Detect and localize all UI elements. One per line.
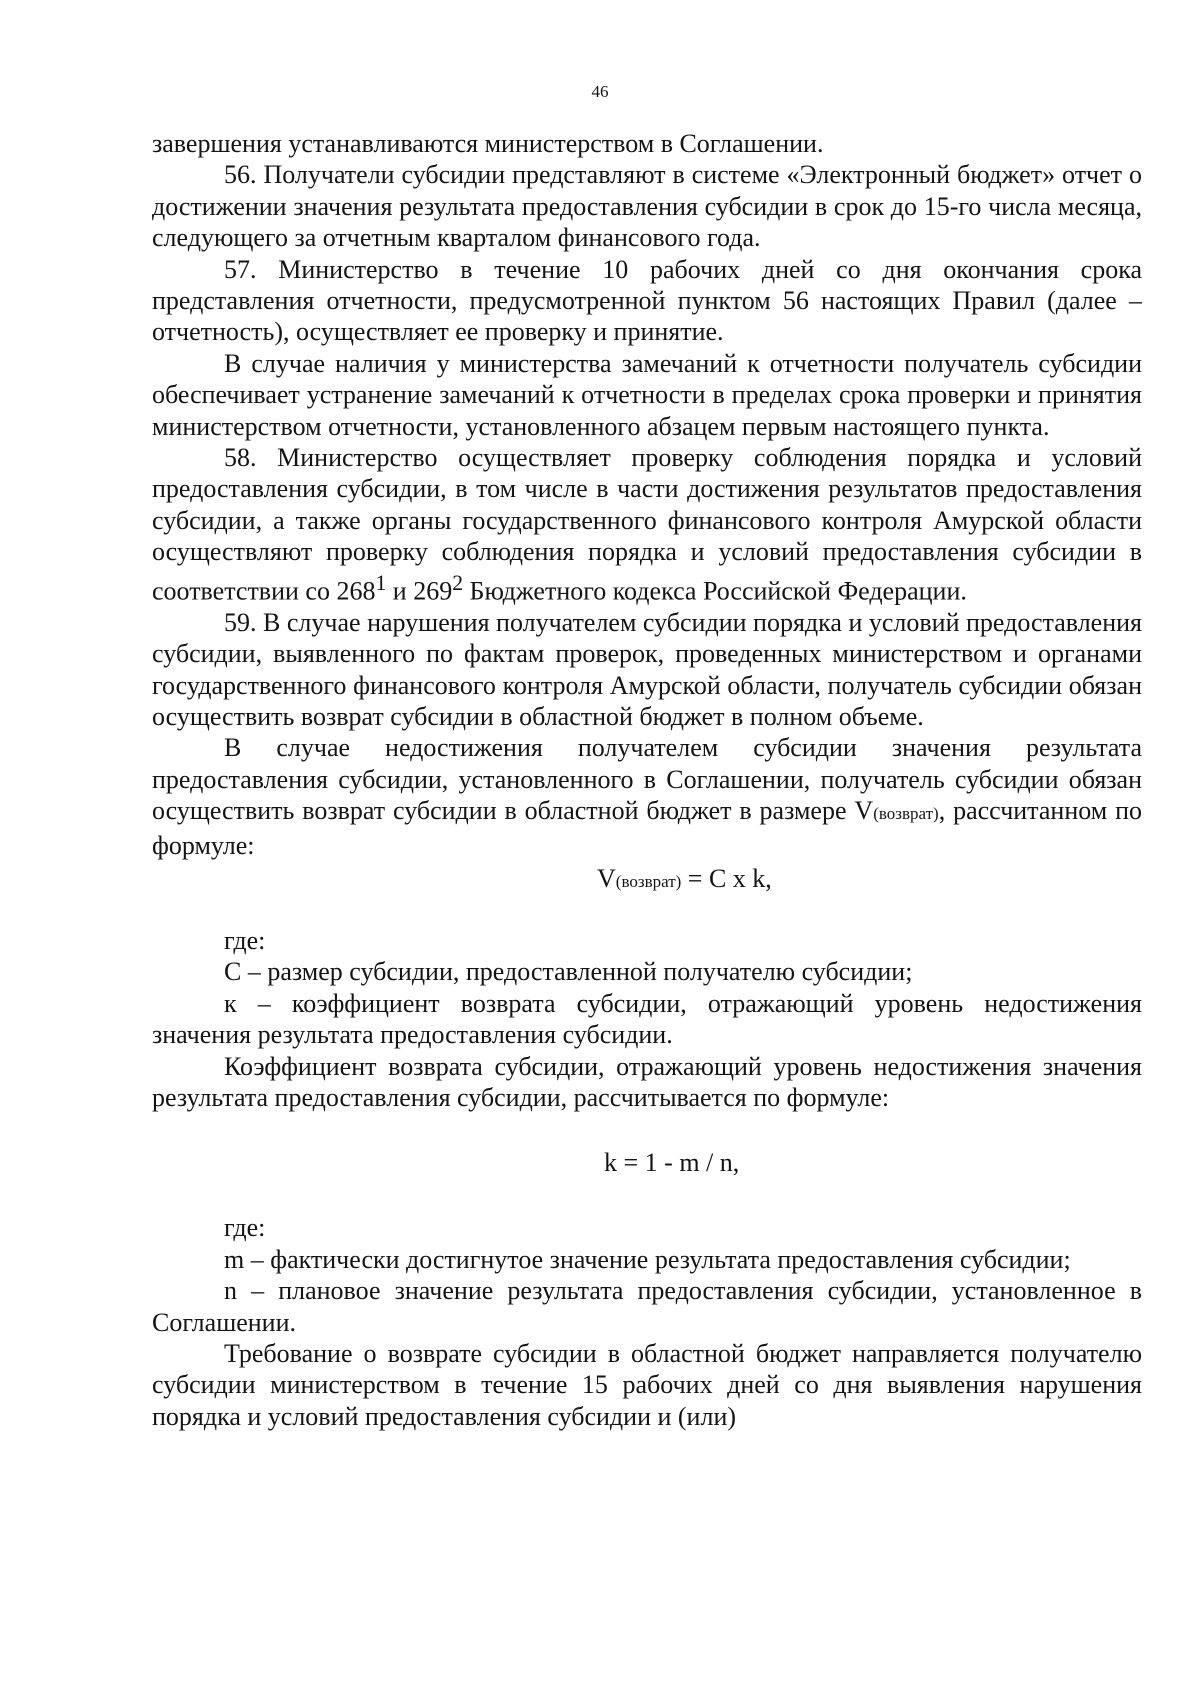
paragraph-non-achievement	[152, 732, 1142, 861]
page-number: 46	[591, 82, 609, 101]
superscript-2: 2	[452, 570, 464, 595]
formula-1-v: V	[597, 864, 616, 893]
formula-1-subscript: (возврат)	[615, 872, 682, 891]
where-label-1: где:	[224, 926, 266, 955]
superscript-1: 1	[375, 570, 387, 595]
formula-coefficient: k = 1 - m / n,	[604, 1148, 740, 1178]
paragraph-57: 57. Министерство в течение 10 рабочих дней со дня окончания срока представления отчетности, предусмотренной пунктом 56 настоящих Правил (далее – отчетность), осуществляет ее проверку и принятие.	[152, 254, 1142, 347]
definition-m: m – фактически достигнутое значение результата предоставления субсидии;	[224, 1244, 1071, 1274]
formula-1-rest: = C x k,	[681, 864, 772, 893]
paragraph-58-text-b: и 269	[386, 576, 453, 606]
paragraph-non-achievement-subscript: (возврат)	[873, 804, 939, 824]
paragraph-return-demand: Требование о возврате субсидии в областной бюджет направляется получателю субсидии министерством в течение 15 рабочих дней со дня выявления нарушения порядка и условий предоставления субсидии и (или)	[152, 1339, 1142, 1431]
definition-n: n – плановое значение результата предоставления субсидии, установленное в Соглашении.	[152, 1276, 1142, 1337]
definition-k: к – коэффициент возврата субсидии, отражающий уровень недостижения значения результата предоставления субсидии.	[152, 988, 1142, 1050]
paragraph-58-text-c: Бюджетного кодекса Российской Федерации.	[463, 576, 967, 606]
paragraph-continuation: завершения устанавливаются министерством в Соглашении.	[152, 129, 824, 158]
paragraph-58	[152, 442, 1142, 607]
where-label-2: где:	[224, 1213, 266, 1243]
paragraph-remarks: В случае наличия у министерства замечаний к отчетности получатель субсидии обеспечивает устранение замечаний к отчетности в пределах срока проверки и принятия министерством отчетности, установленного абзацем первым настоящего пункта.	[152, 348, 1142, 441]
paragraph-56: 56. Получатели субсидии представляют в системе «Электронный бюджет» отчет о достижении значения результата предоставления субсидии в срок до 15-го числа месяца, следующего за отчетным кварталом финансового года.	[152, 160, 1142, 253]
paragraph-non-achievement-text-a: В случае недостижения получателем субсидии значения результата предоставления субсидии, установленного в Соглашении, получатель субсидии обязан осуществить возврат субсидии в областной бюджет в размере V	[152, 733, 1142, 826]
document-body	[152, 128, 1142, 1432]
definition-c: С – размер субсидии, предоставленной получателю субсидии;	[224, 957, 913, 987]
formula-return-amount	[152, 863, 1142, 897]
paragraph-non-achievement-text-b: , рассчитанном по формуле:	[152, 796, 1142, 860]
paragraph-59: 59. В случае нарушения получателем субсидии порядка и условий предоставления субсидии, выявленного по фактам проверок, проведенных министерством и органами государственного финансового контроля Амурской области, получатель субсидии обязан осуществить возврат субсидии в областной бюджет в полном объеме.	[152, 607, 1142, 731]
paragraph-58-text-a: 58. Министерство осуществляет проверку соблюдения порядка и условий предоставления субсидии, в том числе в части достижения результатов предоставления субсидии, а также органы государственного финансового контроля Амурской области осуществляют проверку соблюдения порядка и условий предоставления субсидии в соответствии со 268	[152, 443, 1142, 606]
paragraph-coefficient: Коэффициент возврата субсидии, отражающий уровень недостижения значения результата предоставления субсидии, рассчитывается по формуле:	[152, 1051, 1142, 1113]
